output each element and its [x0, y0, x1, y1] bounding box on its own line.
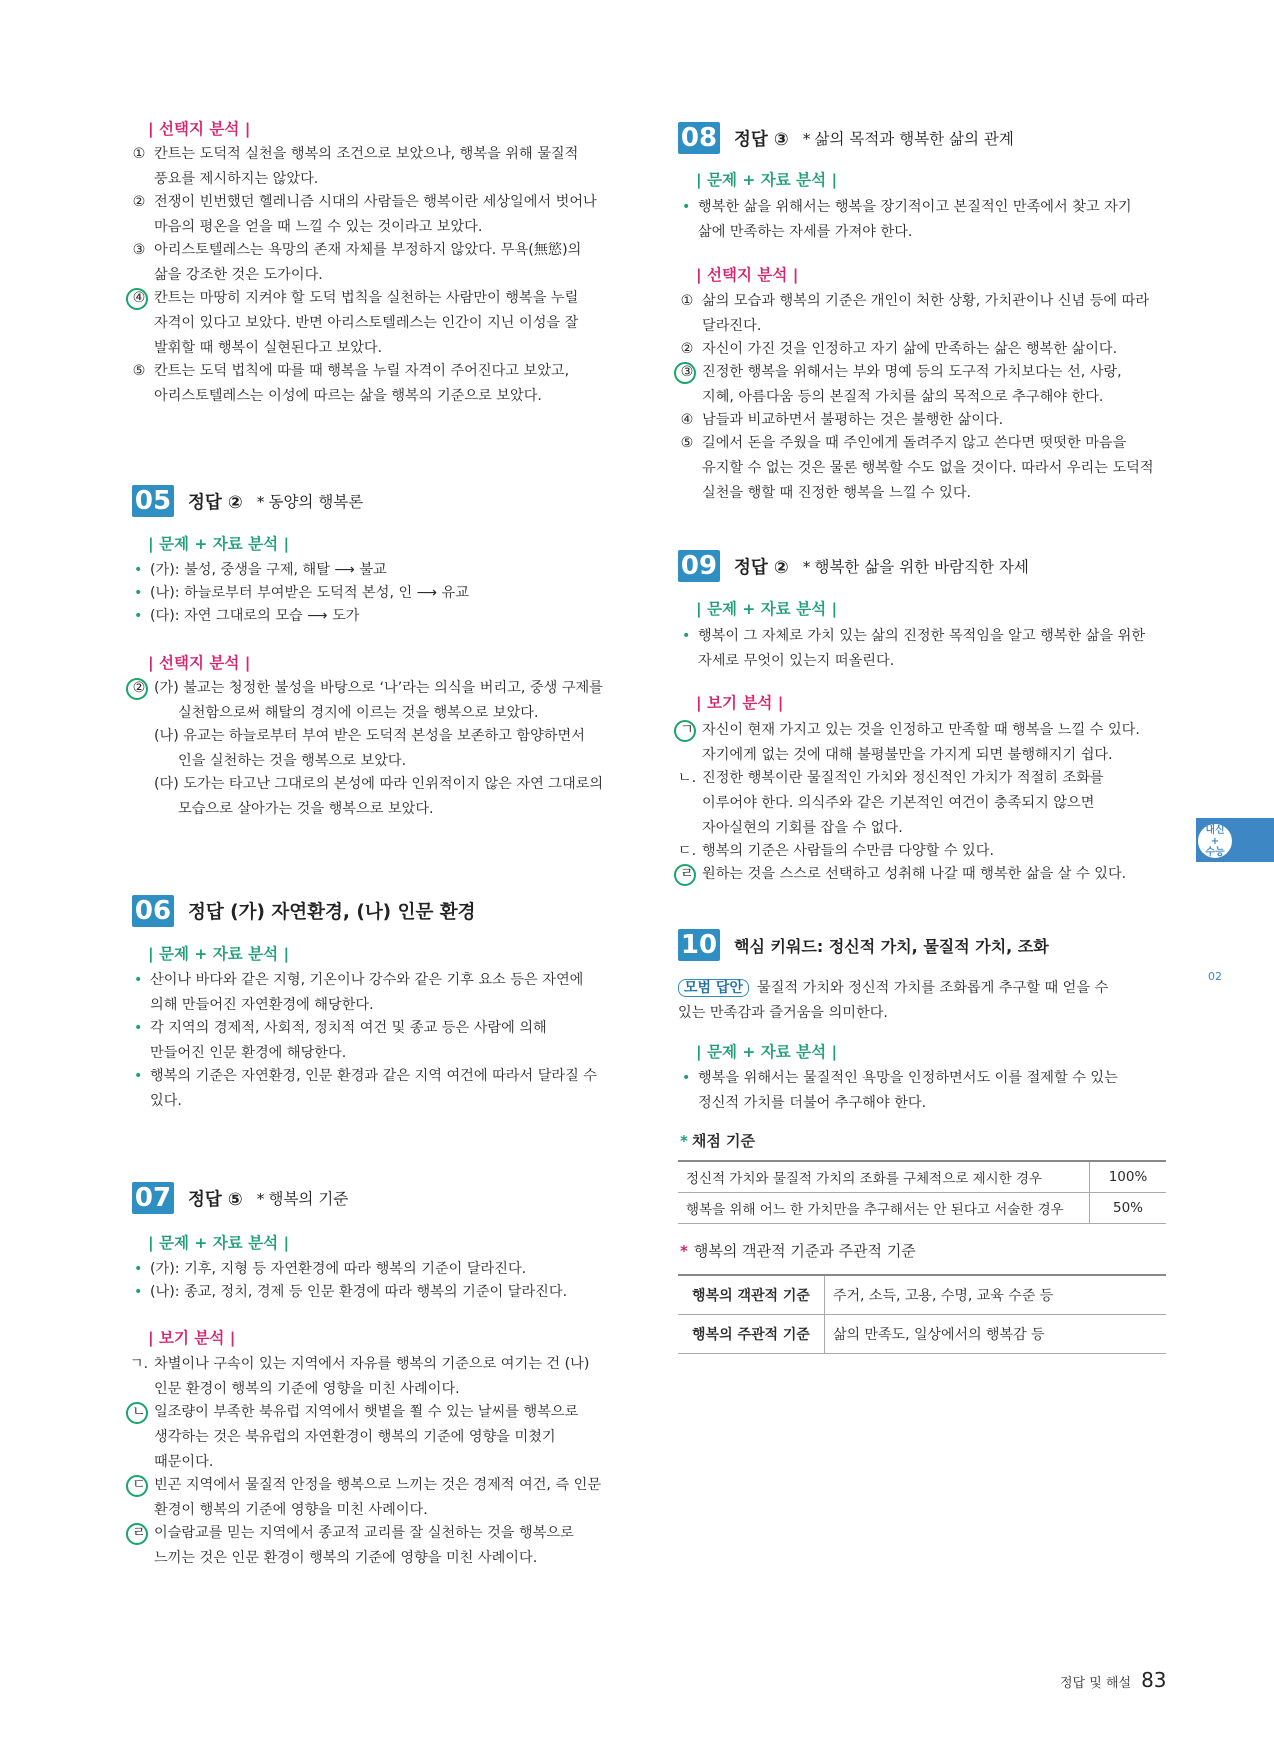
- item-line: 아리스토텔레스는 이성에 따르는 삶을 행복의 기준으로 보았다.: [154, 388, 542, 404]
- item-marker: ②: [132, 680, 146, 696]
- question-topic: * 행복의 기준: [256, 1190, 349, 1208]
- item-line: 인문 환경이 행복의 기준에 영향을 미친 사례이다.: [154, 1381, 460, 1397]
- criteria-key: 행복의 주관적 기준: [678, 1315, 825, 1354]
- item-line: 전쟁이 빈번했던 헬레니즘 시대의 사람들은 행복이란 세상일에서 벗어나: [154, 194, 597, 210]
- list-item: [130, 676, 603, 726]
- item-line: 자기에게 없는 것에 대해 불평불만을 가지게 되면 불행해지기 쉽다.: [702, 747, 1113, 763]
- side-tab-number: 02: [1208, 970, 1222, 983]
- answer-label: 정답 (가) 자연환경, (나) 인문 환경: [188, 902, 476, 923]
- bullet-line: (나): 하늘로부터 부여받은 도덕적 본성, 인 ⟶ 유교: [150, 585, 469, 601]
- page-footer: [1060, 1668, 1167, 1692]
- question-number: 06: [132, 895, 174, 927]
- item-line: 마음의 평온을 얻을 때 느낄 수 있는 것이라고 보았다.: [154, 219, 483, 235]
- data-analysis-heading: | 문제 + 자료 분석 |: [696, 1043, 838, 1061]
- bullet-line: 각 지역의 경제적, 사회적, 정치적 여건 및 종교 등은 사람에 의해: [150, 1020, 547, 1036]
- choice-analysis-heading: | 선택지 분석 |: [148, 654, 251, 672]
- list-item: [130, 359, 569, 409]
- question-topic: * 행복한 삶을 위한 바람직한 자세: [802, 558, 1029, 576]
- item-line: 진정한 행복을 위해서는 부와 명예 등의 도구적 가치보다는 선, 사랑,: [702, 364, 1122, 380]
- list-item: [130, 1521, 574, 1571]
- item-marker: ㄹ: [132, 1525, 146, 1541]
- list-item: [130, 286, 578, 361]
- item-line: 아리스토텔레스는 욕망의 존재 자체를 부정하지 않았다. 무욕(無慾)의: [154, 242, 582, 258]
- item-line: 생각하는 것은 북유럽의 자연환경이 행복의 기준에 영향을 미쳤기: [154, 1429, 556, 1445]
- item-line: 일조량이 부족한 북유럽 지역에서 햇볕을 쬘 수 있는 날씨를 행복으로: [154, 1404, 579, 1420]
- item-line: 환경이 행복의 기준에 영향을 미친 사례이다.: [154, 1502, 428, 1518]
- question-09-header: [678, 549, 1029, 583]
- data-analysis-heading: | 문제 + 자료 분석 |: [696, 600, 838, 618]
- side-tab-label: 내신 + 수능: [1196, 822, 1234, 860]
- item-line: 자신이 가진 것을 인정하고 자기 삶에 만족하는 삶은 행복한 삶이다.: [702, 341, 1118, 357]
- model-answer: 모범 답안 물질적 가치와 정신적 가치를 조화롭게 추구할 때 얻을 수 있는 만족감과 즐거움을 의미한다.: [678, 980, 1109, 1021]
- item-marker: ④: [132, 290, 146, 306]
- item-line: 이슬람교를 믿는 지역에서 종교적 교리를 잘 실천하는 것을 행복으로: [154, 1525, 574, 1541]
- criteria-key: 행복의 객관적 기준: [678, 1275, 825, 1315]
- item-line: (가) 불교는 청정한 불성을 바탕으로 ‘나’라는 의식을 버리고, 중생 구제를: [154, 680, 603, 696]
- item-line: (다) 도가는 타고난 그대로의 본성에 따라 인위적이지 않은 자연 그대로의: [154, 776, 604, 792]
- item-line: 빈곤 지역에서 물질적 안정을 행복으로 느끼는 것은 경제적 여건, 즉 인문: [154, 1477, 602, 1493]
- item-line: 차별이나 구속이 있는 지역에서 자유를 행복의 기준으로 여기는 건 (나): [154, 1356, 590, 1372]
- criteria-value: 주거, 소득, 고용, 수명, 교육 수준 등: [825, 1275, 1167, 1315]
- list-item: [130, 1473, 601, 1523]
- item-marker: ㄴ: [132, 1404, 146, 1420]
- item-line: 진정한 행복이란 물질적인 가치와 정신적인 가치가 적절히 조화를: [702, 770, 1104, 786]
- bullet-icon: •: [134, 562, 143, 578]
- bullet-icon: •: [134, 1284, 143, 1300]
- model-answer-badge: 모범 답안: [678, 979, 749, 997]
- bullet-line: 행복의 기준은 자연환경, 인문 환경과 같은 지역 여건에 따라서 달라질 수: [150, 1068, 598, 1084]
- question-07-header: [132, 1181, 348, 1215]
- question-topic: * 동양의 행복론: [256, 493, 364, 511]
- bullet-line: (나): 종교, 정치, 경제 등 인문 환경에 따라 행복의 기준이 달라진다.: [150, 1284, 568, 1300]
- bullet-line: 자세로 무엇이 있는지 떠올린다.: [698, 653, 895, 669]
- question-10-header: [678, 928, 1049, 962]
- table-row: [678, 1275, 1166, 1315]
- question-06-header: [132, 894, 476, 928]
- table-row: [678, 1193, 1166, 1224]
- item-line: 실천을 행할 때 진정한 행복을 느낄 수 있다.: [702, 485, 972, 501]
- bullet-item: [134, 1016, 547, 1066]
- data-analysis-heading: | 문제 + 자료 분석 |: [148, 535, 290, 553]
- list-item: [678, 718, 1140, 768]
- table-row: [678, 1161, 1166, 1193]
- item-line: 길에서 돈을 주웠을 때 주인에게 돌려주지 않고 쓴다면 떳떳한 마음을: [702, 435, 1127, 451]
- bullet-item: [134, 604, 360, 629]
- keyword-label: 핵심 키워드: 정신적 가치, 물질적 가치, 조화: [734, 936, 1049, 956]
- bullet-line: (가): 기후, 지형 등 자연환경에 따라 행복의 기준이 달라진다.: [150, 1261, 527, 1277]
- question-number: 10: [678, 929, 720, 961]
- list-item: [130, 142, 578, 192]
- question-number: 05: [132, 485, 174, 517]
- item-line: 풍요를 제시하지는 않았다.: [154, 171, 319, 187]
- question-number: 07: [132, 1182, 174, 1214]
- bullet-item: [134, 558, 387, 583]
- item-line: 삶을 강조한 것은 도가이다.: [154, 267, 323, 283]
- page-number: 83: [1141, 1668, 1167, 1692]
- item-marker: ①: [680, 293, 694, 309]
- item-line: 느끼는 것은 인문 환경이 행복의 기준에 영향을 미친 사례이다.: [154, 1550, 538, 1566]
- data-analysis-heading: | 문제 + 자료 분석 |: [148, 1234, 290, 1252]
- bullet-icon: •: [134, 608, 143, 624]
- item-line: 자아실현의 기회를 잡을 수 없다.: [702, 820, 903, 836]
- bullet-item: [682, 195, 1132, 245]
- grading-table: [678, 1160, 1166, 1224]
- bullet-line: (가): 불성, 중생을 구제, 해탈 ⟶ 불교: [150, 562, 387, 578]
- question-number: 08: [678, 122, 720, 154]
- bullet-line: 의해 만들어진 자연환경에 해당한다.: [150, 997, 374, 1013]
- item-line: 남들과 비교하면서 불평하는 것은 불행한 삶이다.: [702, 412, 1004, 428]
- criteria-value: 삶의 만족도, 일상에서의 행복감 등: [825, 1315, 1167, 1354]
- item-marker: ㄱ: [680, 722, 694, 738]
- answer-label: 정답 ②: [188, 492, 243, 513]
- item-line: 원하는 것을 스스로 선택하고 성취해 나갈 때 행복한 삶을 살 수 있다.: [702, 866, 1127, 882]
- item-line: 자격이 있다고 보았다. 반면 아리스토텔레스는 인간이 지닌 이성을 잘: [154, 315, 579, 331]
- bullet-line: 행복이 그 자체로 가치 있는 삶의 진정한 목적임을 알고 행복한 삶을 위한: [698, 628, 1146, 644]
- list-item: [130, 238, 581, 288]
- item-marker: ③: [132, 242, 146, 258]
- question-08-header: [678, 121, 1014, 155]
- answer-label: 정답 ②: [734, 557, 789, 578]
- criterion-cell: 정신적 가치와 물질적 가치의 조화를 구체적으로 제시한 경우: [678, 1161, 1090, 1193]
- question-number: 09: [678, 550, 720, 582]
- item-line: 삶의 모습과 행복의 기준은 개인이 처한 상황, 가치관이나 신념 등에 따라: [702, 293, 1150, 309]
- table-row: [678, 1315, 1166, 1354]
- item-line: 칸트는 마땅히 지켜야 할 도덕 법칙을 실천하는 사람만이 행복을 누릴: [154, 290, 579, 306]
- bullet-line: 산이나 바다와 같은 지형, 기온이나 강수와 같은 기후 요소 등은 자연에: [150, 972, 584, 988]
- bullet-line: 정신적 가치를 더불어 추구해야 한다.: [698, 1095, 927, 1111]
- bullet-icon: •: [134, 972, 143, 988]
- item-marker: ②: [132, 194, 146, 210]
- item-marker: ㄹ: [680, 866, 694, 882]
- bullet-icon: •: [682, 199, 691, 215]
- list-item: [678, 431, 1154, 506]
- item-marker: ⑤: [680, 435, 694, 451]
- item-line: 실천함으로써 해탈의 경지에 이르는 것을 행복으로 보았다.: [178, 705, 539, 721]
- bullet-item: [134, 968, 583, 1018]
- list-item: [678, 337, 1117, 362]
- question-05-header: [132, 484, 363, 518]
- item-marker: ①: [132, 146, 146, 162]
- data-analysis-heading: | 문제 + 자료 분석 |: [696, 171, 838, 189]
- item-line: 칸트는 도덕적 실천을 행복의 조건으로 보았으나, 행복을 위해 물질적: [154, 146, 579, 162]
- list-item: [130, 190, 597, 240]
- list-item: [130, 724, 585, 774]
- list-item: [678, 360, 1122, 410]
- view-analysis-heading: | 보기 분석 |: [148, 1329, 236, 1347]
- choice-analysis-heading: | 선택지 분석 |: [696, 266, 799, 284]
- item-line: 자신이 현재 가지고 있는 것을 인정하고 만족할 때 행복을 느낄 수 있다.: [702, 722, 1140, 738]
- bullet-line: 있다.: [150, 1093, 182, 1109]
- list-item: [130, 1352, 589, 1402]
- choice-analysis-heading: | 선택지 분석 |: [148, 120, 251, 138]
- bullet-item: [682, 624, 1145, 674]
- item-line: 칸트는 도덕 법칙에 따를 때 행복을 누릴 자격이 주어진다고 보았고,: [154, 363, 570, 379]
- list-item: [678, 408, 1003, 433]
- data-analysis-heading: | 문제 + 자료 분석 |: [148, 945, 290, 963]
- answer-label: 정답 ⑤: [188, 1189, 243, 1210]
- item-line: (나) 유교는 하늘로부터 부여 받은 도덕적 본성을 보존하고 함양하면서: [154, 728, 585, 744]
- bullet-line: 삶에 만족하는 자세를 가져야 한다.: [698, 224, 913, 240]
- item-line: 유지할 수 없는 것은 물론 행복할 수도 없을 것이다. 따라서 우리는 도덕적: [702, 460, 1154, 476]
- bullet-icon: •: [682, 1070, 691, 1086]
- list-item: [678, 862, 1126, 887]
- compare-heading: * 행복의 객관적 기준과 주관적 기준: [680, 1242, 916, 1260]
- item-line: 지혜, 아름다움 등의 본질적 가치를 삶의 목적으로 추구해야 한다.: [702, 389, 1104, 405]
- bullet-icon: •: [134, 1020, 143, 1036]
- bullet-item: [682, 1066, 1118, 1116]
- item-marker: ③: [680, 364, 694, 380]
- item-marker: ②: [680, 341, 694, 357]
- bullet-line: 행복한 삶을 위해서는 행복을 장기적이고 본질적인 만족에서 찾고 자기: [698, 199, 1132, 215]
- item-marker: ㄴ.: [677, 770, 697, 786]
- item-line: 달라진다.: [702, 318, 762, 334]
- question-topic: * 삶의 목적과 행복한 삶의 관계: [802, 130, 1014, 148]
- score-cell: 50%: [1090, 1193, 1167, 1224]
- bullet-item: [134, 1257, 526, 1282]
- item-line: 행복의 기준은 사람들의 수만큼 다양할 수 있다.: [702, 843, 994, 859]
- item-marker: ㄱ.: [129, 1356, 149, 1372]
- list-item: [130, 1400, 578, 1475]
- bullet-item: [134, 581, 469, 606]
- bullet-line: (다): 자연 그대로의 모습 ⟶ 도가: [150, 608, 360, 624]
- bullet-item: [134, 1280, 567, 1305]
- footer-label: 정답 및 해설: [1060, 1676, 1132, 1691]
- list-item: [678, 766, 1104, 841]
- item-line: 발휘할 때 행복이 실현된다고 보았다.: [154, 340, 383, 356]
- bullet-icon: •: [682, 628, 691, 644]
- item-marker: ⑤: [132, 363, 146, 379]
- item-marker: ㄷ: [132, 1477, 146, 1493]
- view-analysis-heading: | 보기 분석 |: [696, 694, 784, 712]
- bullet-line: 만들어진 인문 환경에 해당한다.: [150, 1045, 347, 1061]
- bullet-icon: •: [134, 1261, 143, 1277]
- score-cell: 100%: [1090, 1161, 1167, 1193]
- item-marker: ④: [680, 412, 694, 428]
- item-line: 모습으로 살아가는 것을 행복으로 보았다.: [178, 801, 434, 817]
- criterion-cell: 행복을 위해 어느 한 가치만을 추구해서는 안 된다고 서술한 경우: [678, 1193, 1090, 1224]
- criteria-comparison-table: [678, 1274, 1166, 1354]
- list-item: [678, 839, 994, 864]
- list-item: [678, 289, 1149, 339]
- grading-heading: * 채점 기준: [680, 1132, 756, 1150]
- item-line: 이루어야 한다. 의식주와 같은 기본적인 여건이 충족되지 않으면: [702, 795, 1095, 811]
- bullet-item: [134, 1064, 597, 1114]
- item-marker: ㄷ.: [677, 843, 697, 859]
- answer-label: 정답 ③: [734, 129, 789, 150]
- bullet-line: 행복을 위해서는 물질적인 욕망을 인정하면서도 이를 절제할 수 있는: [698, 1070, 1118, 1086]
- bullet-icon: •: [134, 1068, 143, 1084]
- list-item: [130, 772, 603, 822]
- item-line: 인을 실천하는 것을 행복으로 보았다.: [178, 753, 407, 769]
- bullet-icon: •: [134, 585, 143, 601]
- item-line: 때문이다.: [154, 1454, 214, 1470]
